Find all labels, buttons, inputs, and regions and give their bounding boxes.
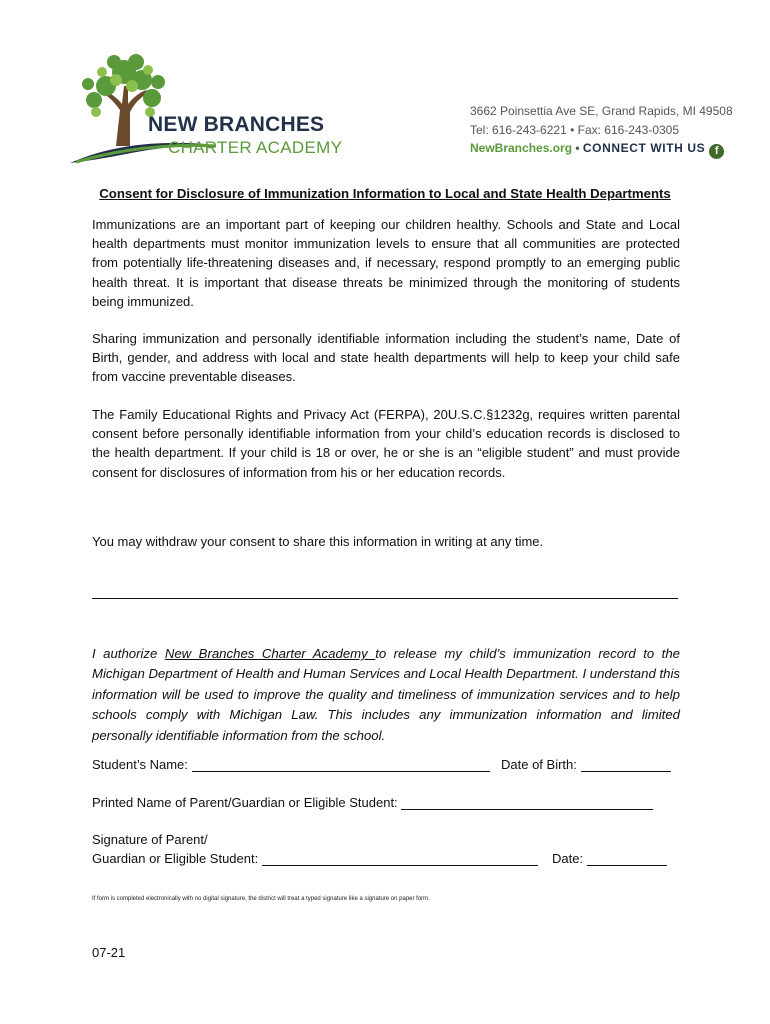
dob-label: Date of Birth: [501,757,577,772]
school-name: New Branches Charter Academy [164,646,376,661]
dob-input[interactable] [581,757,671,772]
document-title: Consent for Disclosure of Immunization Information to Local and State Health Departments [99,186,671,201]
parent-name-input[interactable] [401,795,653,810]
parent-name-label: Printed Name of Parent/Guardian or Eligible Student: [92,795,398,810]
date-input[interactable] [587,851,667,866]
student-name-field [92,757,490,772]
signature-label-line2: Guardian or Eligible Student: [92,851,259,866]
signature-label-line1: Signature of Parent/ [92,832,208,847]
student-name-label: Student’s Name: [92,757,188,772]
date-field [552,851,667,866]
facebook-icon[interactable]: f [709,144,724,159]
signature-field [92,851,538,866]
paragraph-withdraw: You may withdraw your consent to share this information in writing at any time. [92,534,544,549]
student-name-input[interactable] [192,757,490,772]
signature-input[interactable] [262,851,538,866]
connect-label: CONNECT WITH US [582,141,706,155]
authorize-prefix: I authorize [92,646,165,661]
authorize-rest: to release my child’s immunization record to the Michigan Department of Health and Human Services and Local Health Department. I understand this information will be used to improve the quality and timeliness of immunization services and to help schools comply with Michigan Law. This includes any immunization information and limited personally identifiable information from the school. [92,646,680,743]
date-label: Date: [552,851,584,866]
paragraph-ferpa: The Family Educational Rights and Privacy Act (FERPA), 20U.S.C.§1232g, requires written parental consent before personally identifiable information from your child’s education records is disclosed to the health department. If your child is 18 or over, he or she is an “eligible student” and must provide consent for disclosures of information from his or her education records. [92,407,680,480]
parent-name-field [92,795,653,810]
paragraph-intro: Immunizations are an important part of keeping our children healthy. Schools and State and Local health departments must monitor immunization levels to ensure that all communities are protected from potentially life-threatening diseases and, if necessary, respond promptly to an emerging public health threat. It is important that disease threats be minimized through the monitoring of students being immunized. [92,217,680,309]
address: 3662 Poinsettia Ave SE, Grand Rapids, MI 49508 [470,104,733,118]
divider-line [92,598,678,599]
website-link[interactable]: NewBranches.org [470,141,573,155]
footnote: If form is completed electronically with no digital signature, the district will treat a typed signature like a signature on paper form. [92,896,430,902]
dob-field [501,757,671,772]
web-connect [470,141,724,159]
phone-fax: Tel: 616-243-6221 • Fax: 616-243-0305 [470,123,680,137]
org-name: NEW BRANCHES [148,113,325,136]
org-subtitle: CHARTER ACADEMY [168,138,343,157]
authorization-statement [92,644,680,746]
paragraph-sharing: Sharing immunization and personally identifiable information including the student’s name, Date of Birth, gender, and address with local and state health departments will help to keep your child safe from vaccine preventable diseases. [92,331,680,385]
form-code: 07-21 [92,945,126,960]
separator: • [572,141,583,155]
